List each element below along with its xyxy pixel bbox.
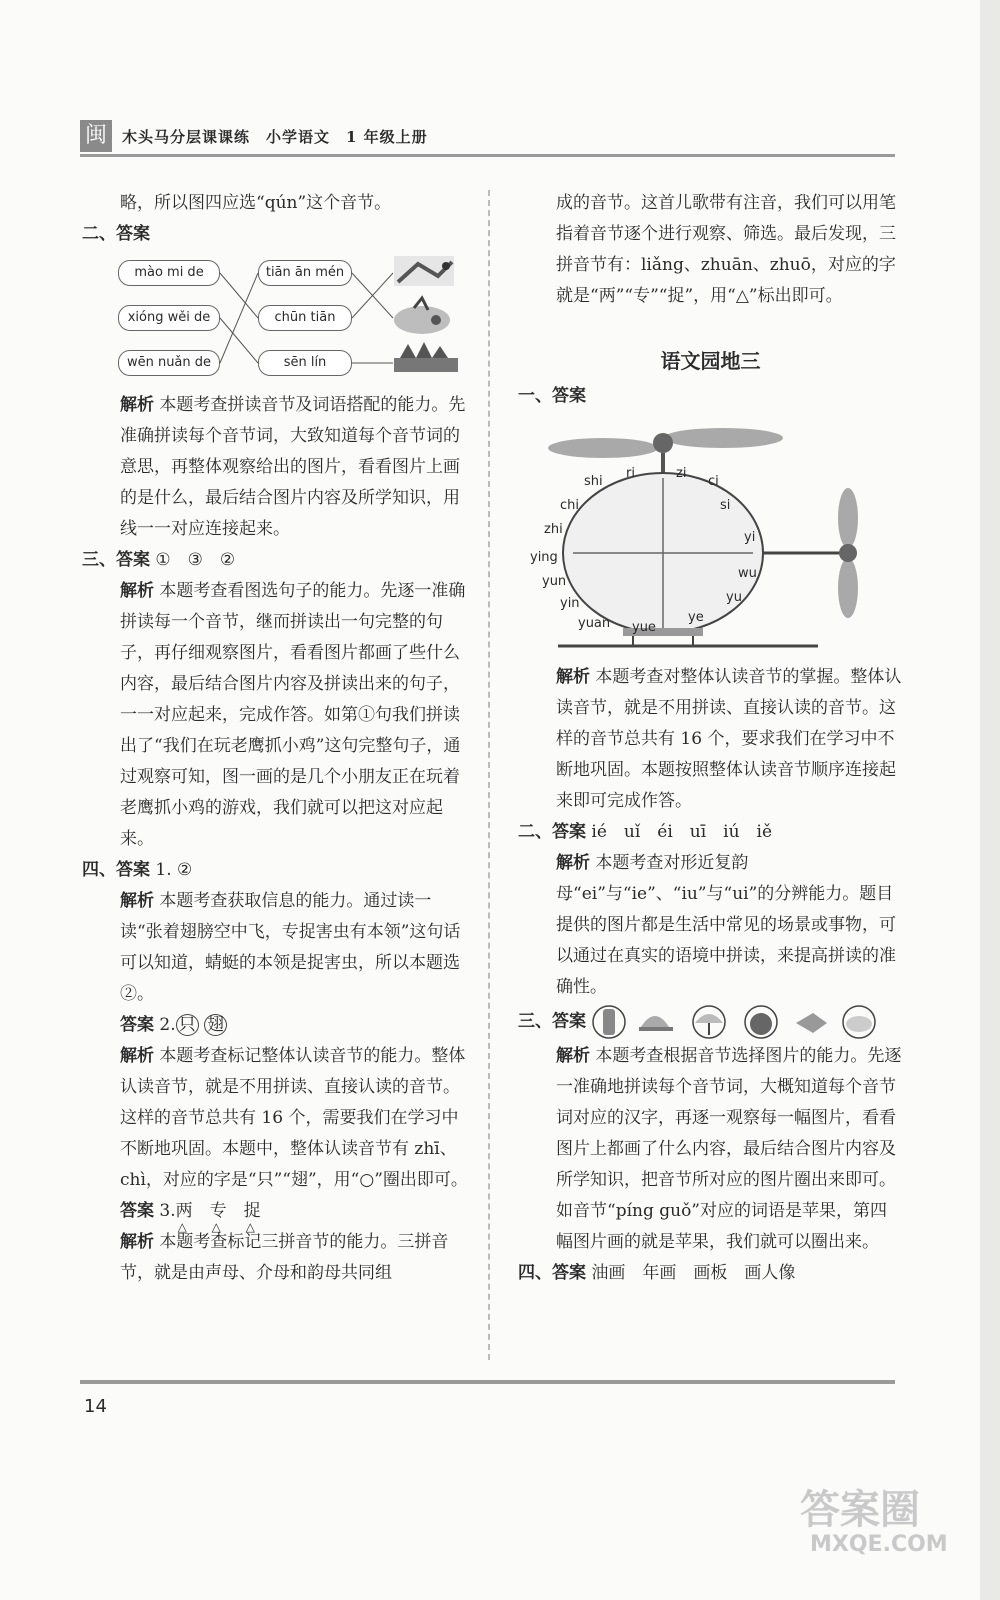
- apple-icon: [745, 1006, 777, 1038]
- triangle-char-2: 专 △: [210, 1196, 227, 1227]
- q4-answer-2: 答案 2. 只 翅: [82, 1010, 472, 1041]
- s3-analysis: 解析 本题考查根据音节选择图片的能力。先逐一准确地拼读每个音节词，大概知道每个音节词对应的汉字，再逐一观察每一幅图片，看看图片上都画了什么内容，最后结合图片内容及所学知识，把音节所对应的图片圈出来即可。如音节“píng guǒ”对应的词语是苹果，第四幅图片画的就是苹果，我们就可以圈出来。: [556, 1046, 902, 1252]
- pill-left-1: mào mi de: [118, 260, 220, 286]
- s2-answer: 二、答案 ié uǐ éi uī iú iě: [518, 822, 773, 842]
- heli-label: yue: [632, 620, 656, 635]
- s3-answer: 三、答案: [518, 1003, 903, 1041]
- heli-label: yun: [542, 574, 567, 589]
- matching-lines: [118, 254, 468, 384]
- series-logo-icon: 闽: [80, 120, 112, 152]
- circled-char-1: 只: [176, 1014, 199, 1036]
- q3-analysis: 解析 本题考查看图选句子的能力。先逐一准确拼读每一个音节，继而拼读出一句完整的句子，再仔细观察图片，看看图片都画了些什么内容，最后结合图片内容及拼读出来的句子，一一对应起来，完成作答。如第①句我们拼读出了“我们在玩老鹰抓小鸡”这句完整句子，通过观察可知，图一画的是几个小朋友正在玩着老鹰抓小鸡的游戏，我们就可以把这对应起来。: [120, 581, 466, 849]
- heli-label: yu: [726, 590, 742, 605]
- heli-label: zhi: [544, 522, 563, 537]
- s4-answer: 四、答案 油画 年画 画板 画人像: [518, 1263, 796, 1283]
- page-header: [80, 120, 895, 160]
- q2-heading: 二、答案: [82, 224, 150, 244]
- heli-label: chi: [560, 498, 579, 513]
- heli-label: yin: [560, 596, 580, 611]
- heli-label: ye: [688, 610, 704, 625]
- s3-pictures: [591, 1003, 881, 1041]
- cap-icon: [639, 1016, 673, 1031]
- watermark-logo: [800, 1478, 975, 1588]
- right-column: [518, 188, 903, 1289]
- heli-label: ying: [530, 550, 558, 565]
- heli-label: yuan: [578, 616, 611, 631]
- bird-spring-picture-icon: [394, 298, 450, 334]
- q4-analysis-1: 解析 本题考查获取信息的能力。通过读一读“张着翅膀空中飞，专捉害虫有本领”这句话可以知道，蜻蜓的本领是捉害虫，所以本题选②。: [120, 891, 461, 1004]
- watermark-text: 答案圈: [800, 1487, 920, 1533]
- pill-right-1: tiān ān mén: [258, 260, 352, 286]
- tiananmen-picture-icon: [394, 256, 454, 286]
- s2-analysis: 解析 本题考查对形近复韵母“ei”与“ie”、“iu”与“ui”的分辨能力。题目提供的图片都是生活中常见的场景或事物，可以通过在真实的语境中拼读，来提高拼读的准确性。: [556, 853, 896, 997]
- q4-answer-1: 四、答案 1. ②: [82, 860, 193, 880]
- heli-label: ri: [626, 466, 635, 481]
- q2-analysis: 解析 本题考查拼读音节及词语搭配的能力。先准确拼读每个音节词，大致知道每个音节词的意思，再整体观察给出的图片，看看图片上画的是什么，最后结合图片内容及所学知识，用线一一对应连接起来。: [120, 395, 466, 539]
- heli-label: wu: [738, 566, 757, 581]
- heli-label: shi: [584, 474, 603, 489]
- fish-icon: [796, 1013, 827, 1033]
- section-title: 语文园地三: [660, 349, 761, 373]
- q3-answer: 三、答案 ① ③ ②: [82, 550, 236, 570]
- continued-text: 成的音节。这首儿歌带有注音，我们可以用笔指着音节逐个进行观察、筛选。最后发现，三拼音节有：liǎng、zhuān、zhuō，对应的字就是“两”“专”“捉”，用“△”标出即可。: [556, 193, 896, 306]
- forest-picture-icon: [394, 342, 458, 372]
- matching-exercise: [118, 254, 472, 384]
- heli-label: ci: [708, 474, 719, 489]
- q4-analysis-2: 解析 本题考查标记整体认读音节的能力。整体认读音节，就是不用拼读、直接认读的音节。这样的音节总共有 16 个，需要我们在学习中不断地巩固。本题中，整体认读音节有 zhī、chì，对应的字是“只”“翅”，用“○”圈出即可。: [120, 1046, 468, 1190]
- bread-icon: [843, 1006, 875, 1038]
- s1-analysis: 解析 本题考查对整体认读音节的掌握。整体认读音节，就是不用拼读、直接认读的音节。这样的音节总共有 16 个，要求我们在学习中不断地巩固。本题按照整体认读音节顺序连接起来即可完成作答。: [556, 667, 902, 811]
- q4-analysis-3: 解析 本题考查标记三拼音节的能力。三拼音节，就是由声母、介母和韵母共同组: [120, 1232, 449, 1283]
- intro-text: 略，所以图四应选“qún”这个音节。: [120, 193, 392, 213]
- pill-left-2: xióng wěi de: [118, 305, 220, 331]
- thermos-icon: [593, 1006, 625, 1038]
- heli-label: si: [720, 498, 731, 513]
- left-column: [82, 188, 472, 1289]
- triangle-char-1: 两 △: [176, 1196, 193, 1227]
- footer-rule: [80, 1380, 895, 1384]
- header-title: 木头马分层课课练 小学语文 1 年级上册: [122, 128, 428, 146]
- q4-answer-3: 答案 3.两 △ 专 △ 捉 △: [82, 1196, 472, 1227]
- page-number: 14: [84, 1396, 107, 1417]
- triangle-char-3: 捉 △: [244, 1196, 261, 1227]
- helicopter-diagram: [530, 418, 903, 658]
- page-edge: [980, 0, 1000, 1600]
- circled-char-2: 翅: [204, 1014, 227, 1036]
- heli-label: zi: [676, 466, 687, 481]
- header-rule: [80, 154, 895, 157]
- watermark-url: MXQE.COM: [810, 1532, 948, 1557]
- pill-left-3: wēn nuǎn de: [118, 350, 220, 376]
- column-divider: [488, 190, 490, 1360]
- pill-right-2: chūn tiān: [258, 305, 352, 331]
- heli-label: yi: [744, 530, 756, 545]
- umbrella-icon: [693, 1006, 725, 1038]
- pill-right-3: sēn lín: [258, 350, 352, 376]
- s1-heading: 一、答案: [518, 386, 586, 406]
